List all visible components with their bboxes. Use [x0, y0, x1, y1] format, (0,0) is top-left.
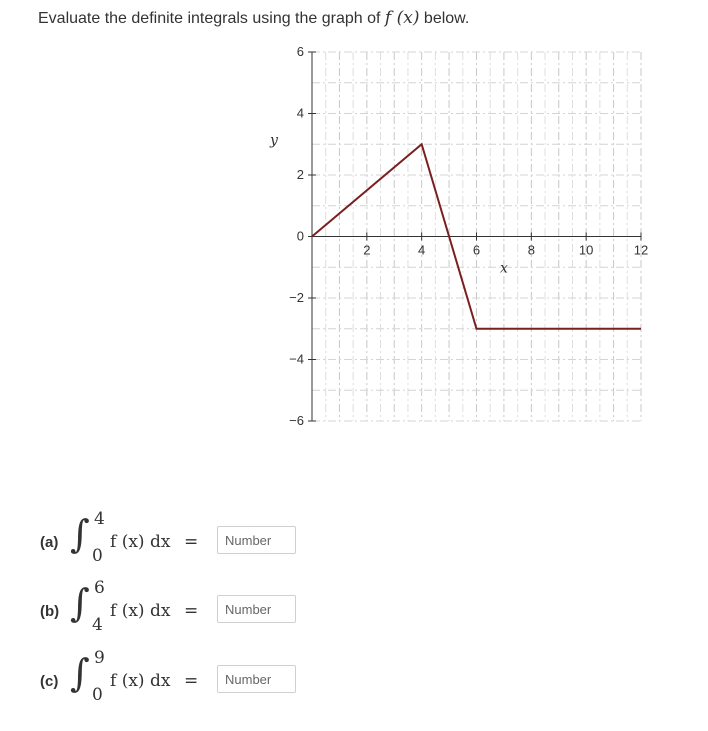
y-tick-label: 0: [296, 228, 304, 244]
y-tick-label: 6: [296, 44, 304, 59]
lower-limit: 0: [92, 546, 103, 566]
upper-limit: 9: [94, 648, 105, 668]
question-b: [40, 578, 340, 635]
question-label: (c): [40, 673, 59, 690]
y-tick-label: 4: [296, 105, 304, 121]
x-tick-label: 8: [527, 242, 535, 258]
x-tick-label: 2: [363, 242, 371, 258]
y-tick-label: −4: [289, 351, 304, 367]
y-axis-label: y: [270, 132, 278, 149]
y-tick-label: −6: [289, 413, 304, 428]
integrand: f (x) dx: [110, 601, 171, 621]
equals-sign: =: [184, 671, 199, 691]
upper-limit: 6: [94, 578, 105, 598]
y-tick-label: −2: [289, 290, 304, 305]
question-label: (a): [40, 534, 59, 551]
prompt-lead: Evaluate the definite integrals using the graph of: [38, 10, 381, 27]
question-c: [40, 648, 340, 705]
integrand: f (x) dx: [110, 532, 171, 552]
prompt-function: f (x): [384, 8, 420, 28]
integral-sign: ∫: [70, 651, 90, 695]
integral-sign: ∫: [70, 581, 90, 625]
equals-sign: =: [184, 532, 199, 552]
answer-input-b[interactable]: [217, 595, 296, 623]
x-axis-label: x: [499, 260, 508, 277]
answer-input-c[interactable]: [217, 665, 296, 693]
question-a: [40, 509, 340, 566]
lower-limit: 0: [92, 685, 103, 705]
x-tick-label: 6: [472, 242, 481, 258]
x-tick-label: 12: [633, 242, 649, 258]
prompt-suffix: below.: [423, 10, 470, 27]
equals-sign: =: [184, 601, 199, 621]
lower-limit: 4: [92, 615, 103, 635]
x-tick-label: 10: [578, 242, 594, 258]
answer-input-a[interactable]: [217, 526, 296, 554]
x-tick-label: 4: [418, 242, 426, 258]
integral-sign: ∫: [70, 512, 90, 556]
upper-limit: 4: [94, 509, 105, 529]
integrand: f (x) dx: [110, 671, 171, 691]
y-tick-label: 2: [296, 167, 304, 182]
question-label: (b): [40, 603, 60, 620]
